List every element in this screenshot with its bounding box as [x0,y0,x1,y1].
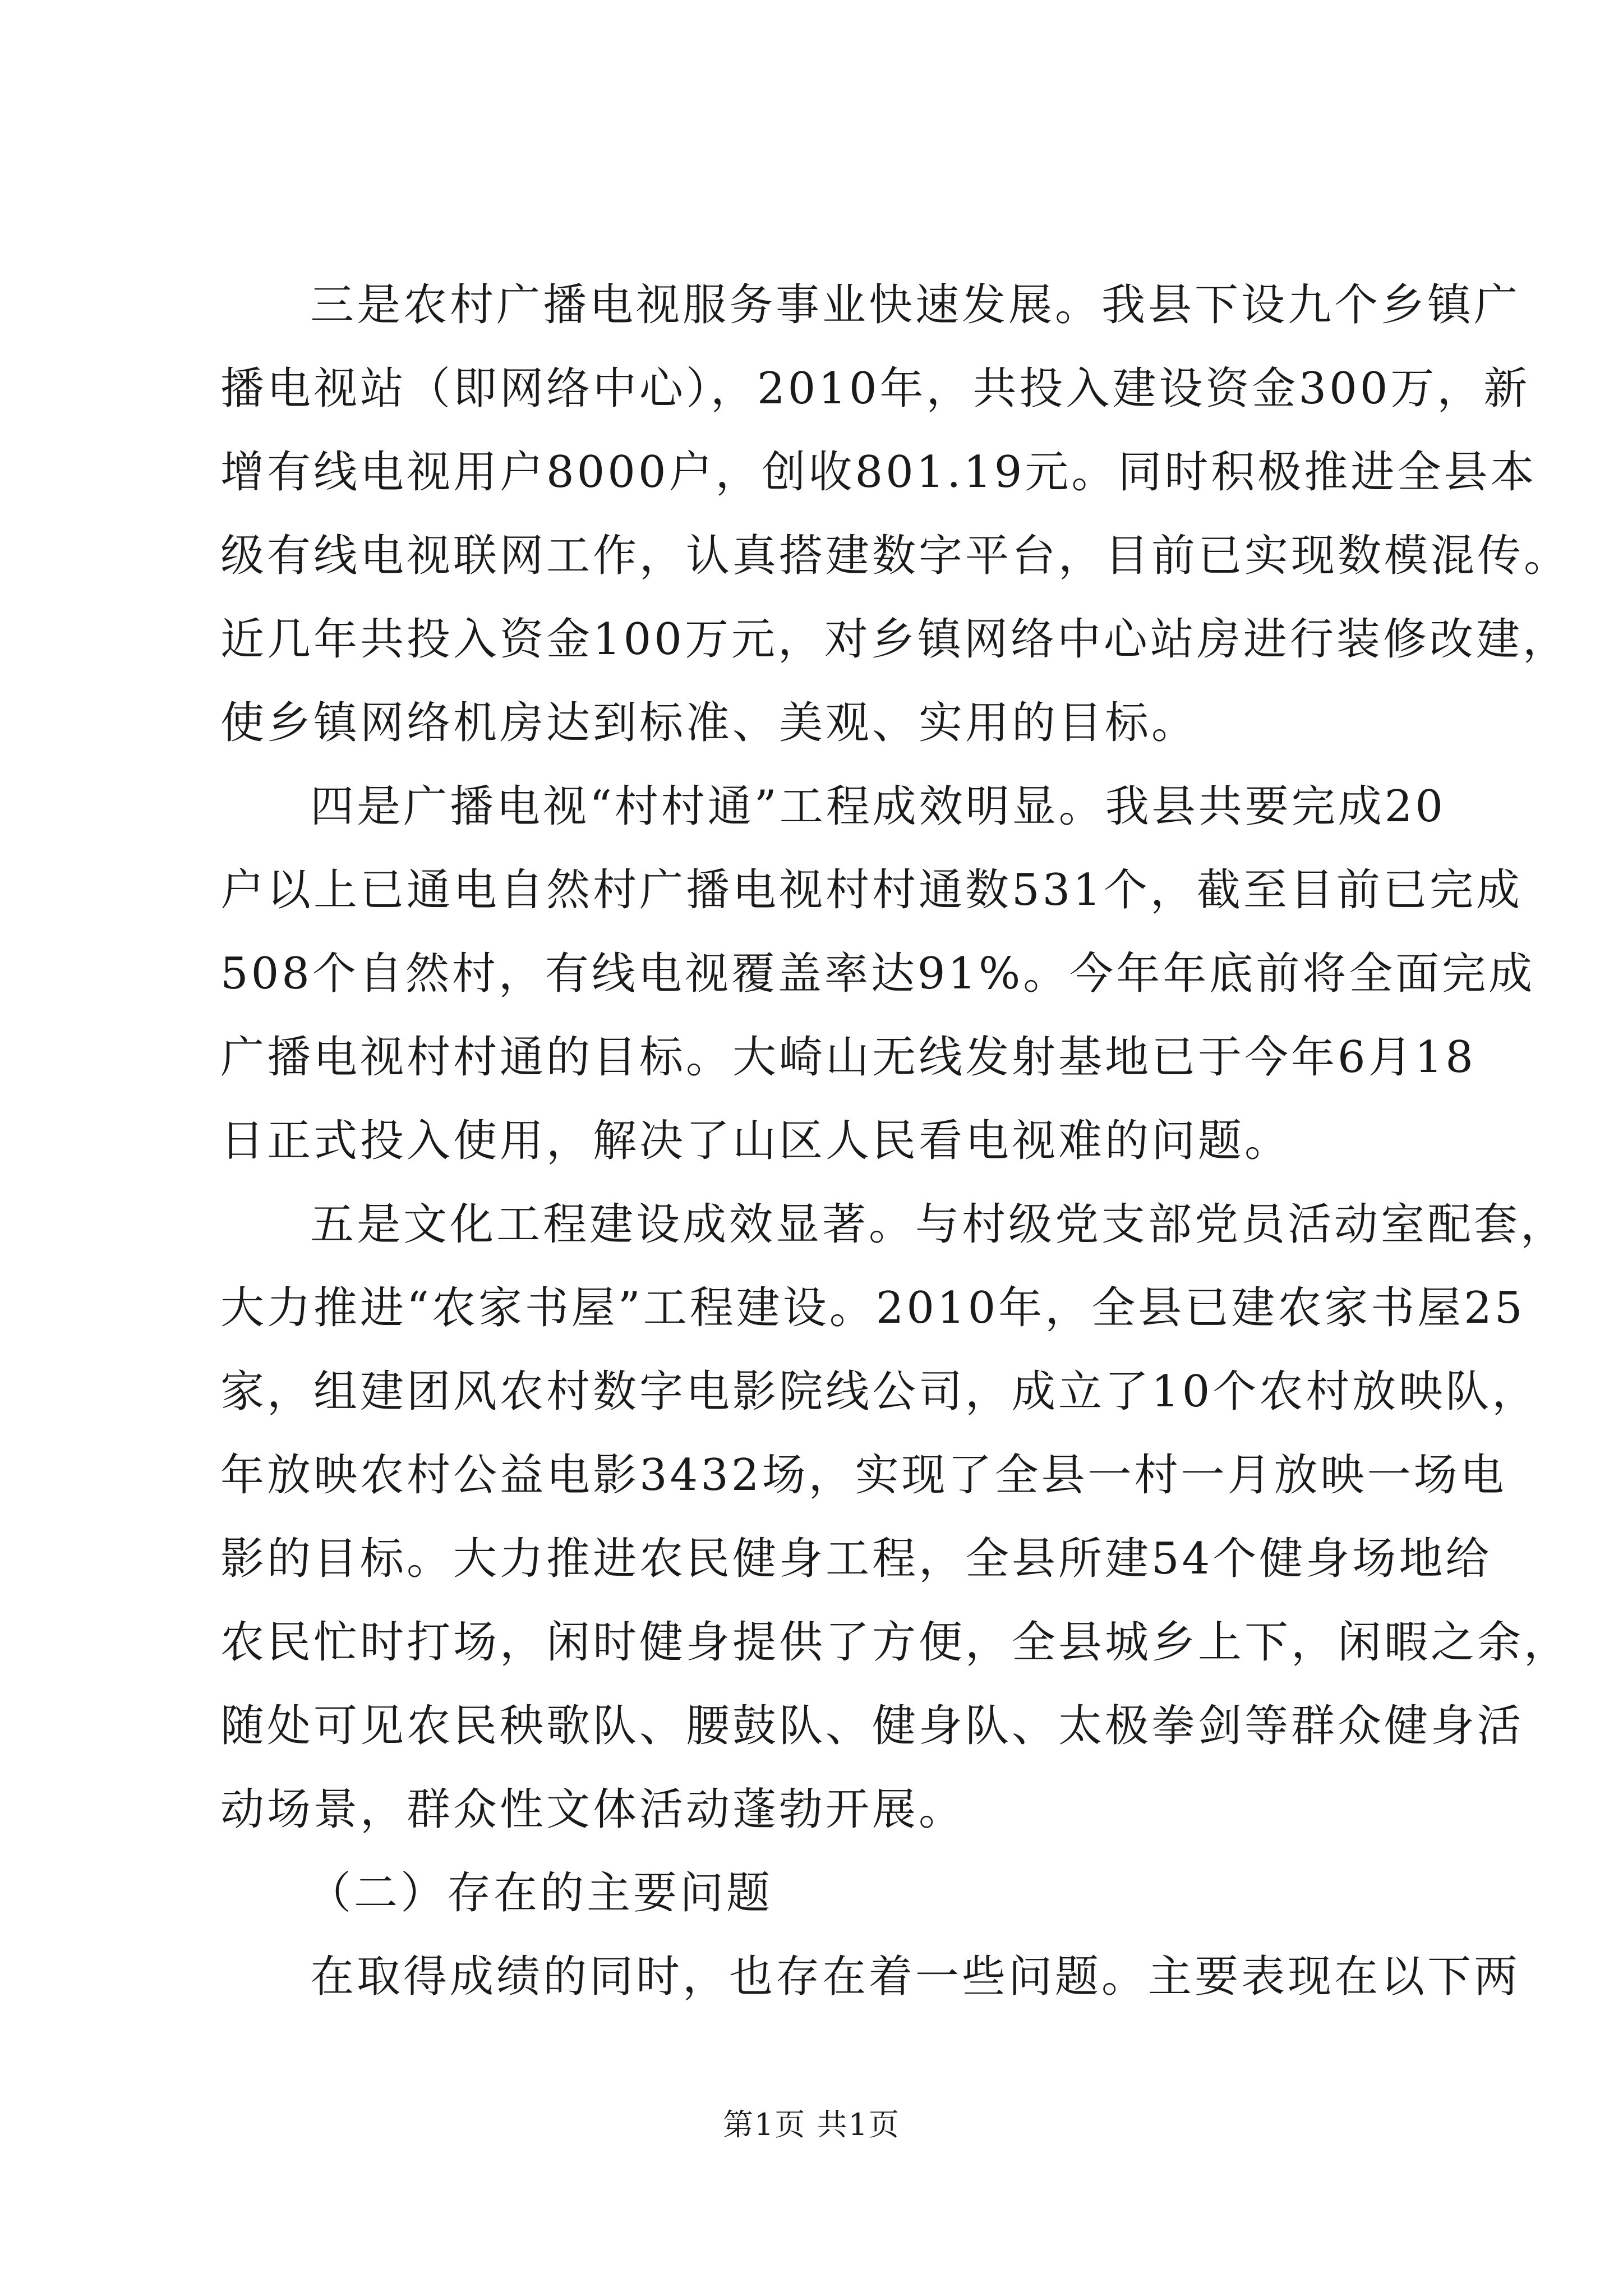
paragraph-line: 大力推进“农家书屋”工程建设。2010年，全县已建农家书屋25 [220,1283,1525,1333]
paragraph-line: 508个自然村，有线电视覆盖率达91%。今年年底前将全面完成 [220,949,1536,999]
paragraph-line: 近几年共投入资金100万元，对乡镇网络中心站房进行装修改建， [220,614,1569,665]
paragraph-line: 播电视站（即网络中心），2010年，共投入建设资金300万，新 [220,364,1530,414]
paragraph-line: 农民忙时打场，闲时健身提供了方便，全县城乡上下，闲暇之余， [220,1617,1571,1668]
document-body [220,264,1571,2019]
paragraph-line: 五是文化工程建设成效显著。与村级党支部党员活动室配套， [310,1199,1567,1250]
page-footer: 第1页 共1页 [723,2107,900,2142]
paragraph-line: 四是广播电视“村村通”工程成效明显。我县共要完成20 [310,781,1446,832]
paragraph-line: 使乡镇网络机房达到标准、美观、实用的目标。 [220,698,1198,748]
section-heading: （二）存在的主要问题 [307,1868,773,1918]
paragraph-line: 三是农村广播电视服务事业快速发展。我县下设九个乡镇广 [310,280,1521,330]
paragraph-line: 在取得成绩的同时，也存在着一些问题。主要表现在以下两 [310,1952,1521,2002]
paragraph-line: 年放映农村公益电影3432场，实现了全县一村一月放映一场电 [220,1450,1507,1501]
paragraph-line: 影的目标。大力推进农民健身工程，全县所建54个健身场地给 [220,1534,1492,1584]
paragraph-line: 广播电视村村通的目标。大崎山无线发射基地已于今年6月18 [220,1032,1476,1083]
paragraph-line: 动场景，群众性文体活动蓬勃开展。 [220,1784,966,1835]
paragraph-line: 增有线电视用户8000户，创收801.19元。同时积极推进全县本 [220,447,1537,498]
paragraph-line: 日正式投入使用，解决了山区人民看电视难的问题。 [220,1116,1292,1166]
paragraph-line: 随处可见农民秧歌队、腰鼓队、健身队、太极拳剑等群众健身活 [220,1701,1524,1751]
paragraph-line: 级有线电视联网工作，认真搭建数字平台，目前已实现数模混传。 [220,531,1571,581]
paragraph-line: 户以上已通电自然村广播电视村村通数531个，截至目前已完成 [220,865,1523,915]
paragraph-line: 家，组建团风农村数字电影院线公司，成立了10个农村放映队， [220,1366,1539,1417]
